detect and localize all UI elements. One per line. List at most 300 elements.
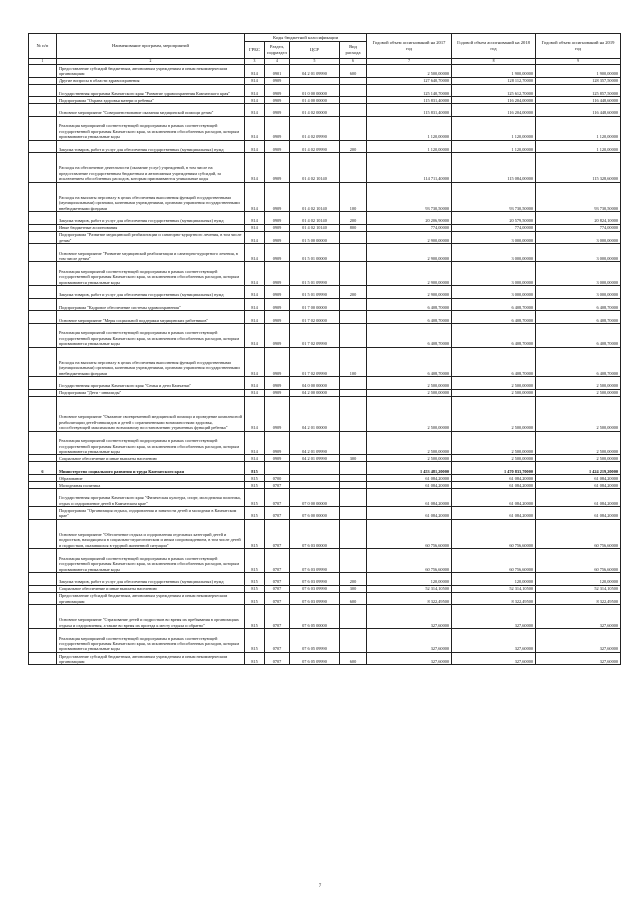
row-csr: 01 4 02 09990 [290,140,340,153]
row-amount-2019: 6 408,70000 [536,298,621,311]
row-amount-2017: 327,60000 [367,605,452,629]
row-section: 0707 [265,585,290,592]
row-amount-2019: 61 084,20000 [536,475,621,482]
row-amount-2019: 2 500,00000 [536,389,621,396]
row-section: 0909 [265,298,290,311]
row-section: 0707 [265,605,290,629]
table-row [29,224,621,231]
row-amount-2017: 2 500,00000 [367,431,452,455]
row-csr: 01 7 00 00000 [290,298,340,311]
row-vr [340,462,367,475]
row-csr: 04 0 00 00000 [290,377,340,390]
row-amount-2017: 2 900,00000 [367,286,452,299]
row-amount-2018: 774,00000 [452,224,536,231]
row-amount-2017: 61 084,20000 [367,507,452,520]
row-number [29,311,57,324]
row-vr [340,489,367,507]
header-index: 1 [29,59,57,65]
row-vr [340,231,367,244]
row-amount-2019: 327,60000 [536,605,621,629]
row-csr: 01 4 02 00000 [290,104,340,117]
row-name: Закупка товаров, работ и услуг для обеспечения государственных (муниципальных) нужд [57,140,245,153]
row-amount-2017: 6 408,70000 [367,323,452,347]
row-section: 0909 [265,116,290,140]
table-row [29,519,621,548]
row-amount-2018: 8 322,49500 [452,592,536,605]
row-section: 0909 [265,104,290,117]
row-amount-2017: 6 408,70000 [367,298,452,311]
row-csr: 07 6 03 09990 [290,549,340,573]
row-csr: 01 4 00 00000 [290,97,340,104]
table-row [29,182,621,211]
row-name: Закупка товаров, работ и услуг для обеспечения государственных (муниципальных) нужд [57,573,245,586]
row-grbs: 814 [245,389,265,396]
table-row [29,244,621,262]
row-name: Реализация мероприятий соответствующей подпрограммы в рамках соответствующей государственной программы Камчатского края, за исключением обособленных расходов, которым присваиваются уникальные коды [57,549,245,573]
row-vr [340,153,367,182]
page-number: 7 [318,884,322,889]
row-name: Реализация мероприятий соответствующей подпрограммы в рамках соответствующей государственной программы Камчатского края, за исключением обособленных расходов, которым присваиваются уникальные коды [57,262,245,286]
row-amount-2018: 1 900,00000 [452,65,536,78]
header-2018: Годовой объем ассигнований на 2018 год [452,34,536,59]
row-number [29,573,57,586]
row-amount-2018: 3 000,00000 [452,244,536,262]
row-csr: 07 6 05 09990 [290,629,340,653]
row-csr [290,482,340,489]
row-number [29,65,57,78]
table-row [29,104,621,117]
row-number [29,286,57,299]
table-row [29,455,621,462]
row-csr: 01 4 02 10140 [290,224,340,231]
row-grbs: 815 [245,605,265,629]
row-name: Подпрограмма "Кадровое обеспечение системы здравоохранения" [57,298,245,311]
header-name: Наименование программ, мероприятий [57,34,245,59]
row-section: 0909 [265,347,290,376]
row-name: Основное мероприятие "Страхование детей и подростков во время их пребывания в организациях отдыха и оздоровления, а также во время их проезда к месту отдыха и обратно" [57,605,245,629]
table-row [29,573,621,586]
row-number [29,489,57,507]
row-number [29,377,57,390]
row-number [29,211,57,224]
row-amount-2017: 2 500,00000 [367,396,452,431]
row-vr [340,507,367,520]
row-amount-2017: 93 730,50000 [367,182,452,211]
row-amount-2019: 327,60000 [536,652,621,665]
table-row [29,629,621,653]
row-section: 0909 [265,153,290,182]
row-grbs: 815 [245,462,265,475]
row-csr: 07 0 00 00000 [290,489,340,507]
row-section: 0909 [265,244,290,262]
row-number [29,244,57,262]
row-name: Основное мероприятие "Обеспечение отдыха и оздоровления отдельных категорий детей и подростков, находящихся в социально-педагогическом и иным сопровождением, в том числе детей и подростков, оказавшихся в трудной жизненной ситуации" [57,519,245,548]
row-vr: 200 [340,211,367,224]
row-amount-2019: 60 756,60000 [536,519,621,548]
header-index: 8 [452,59,536,65]
table-row [29,462,621,475]
row-number [29,592,57,605]
row-amount-2017: 774,00000 [367,224,452,231]
header-index: 7 [367,59,452,65]
row-csr: 07 6 03 00000 [290,519,340,548]
row-grbs: 815 [245,489,265,507]
row-number [29,116,57,140]
row-number [29,323,57,347]
row-number [29,104,57,117]
row-number [29,298,57,311]
row-amount-2018: 115 084,00000 [452,153,536,182]
row-amount-2017: 61 084,20000 [367,482,452,489]
row-csr: 01 4 02 09990 [290,116,340,140]
row-name: Молодежная политика [57,482,245,489]
row-csr [290,77,340,84]
header-2019: Годовой объем ассигнований на 2019 год [536,34,621,59]
row-number [29,431,57,455]
row-grbs: 814 [245,455,265,462]
row-number [29,153,57,182]
row-section: 0707 [265,519,290,548]
row-grbs: 814 [245,311,265,324]
row-amount-2017: 1 120,00000 [367,140,452,153]
table-row [29,431,621,455]
table-row [29,231,621,244]
row-amount-2018: 116 204,00000 [452,104,536,117]
row-name: Основное мероприятие "Развитие медицинской реабилитации и санаторно-курортного лечения, в том числе детям" [57,244,245,262]
row-vr [340,377,367,390]
row-amount-2018: 6 408,70000 [452,311,536,324]
row-vr [340,475,367,482]
row-grbs: 814 [245,231,265,244]
row-name: Подпрограмма "Охрана здоровья матери и ребенка" [57,97,245,104]
row-csr: 07 6 05 09990 [290,652,340,665]
row-name: Подпрограмма "Развитие медицинской реабилитации и санаторно-курортного лечения, в том числе детям" [57,231,245,244]
row-csr: 04 2 00 00000 [290,389,340,396]
row-section: 0707 [265,629,290,653]
row-section: 0707 [265,489,290,507]
row-amount-2017: 327,60000 [367,652,452,665]
row-amount-2018: 61 084,20000 [452,475,536,482]
row-number [29,77,57,84]
row-vr [340,104,367,117]
row-amount-2018: 116 204,00000 [452,97,536,104]
row-number [29,629,57,653]
row-grbs: 814 [245,97,265,104]
row-amount-2019: 52 314,10500 [536,585,621,592]
table-body [29,65,621,665]
row-number [29,97,57,104]
table-row [29,323,621,347]
row-grbs: 814 [245,396,265,431]
row-section: 0707 [265,549,290,573]
row-vr: 300 [340,455,367,462]
row-amount-2019: 93 730,50000 [536,182,621,211]
row-name: Государственная программа Камчатского края "Физическая культура, спорт, молодежная политика, отдых и оздоровление детей в Камчатском крае" [57,489,245,507]
row-amount-2019: 116 448,60000 [536,97,621,104]
row-amount-2017: 6 408,70000 [367,347,452,376]
row-grbs: 814 [245,140,265,153]
budget-table-page [28,33,620,665]
row-vr [340,549,367,573]
row-name: Расходы на выплаты персоналу в целях обеспечения выполнения функций государственными (муниципальными) органами, казенными учреждениями, органами управления государственными внебюджетными фондами [57,347,245,376]
row-amount-2018: 3 000,00000 [452,231,536,244]
row-amount-2019: 2 500,00000 [536,396,621,431]
row-amount-2018: 125 612,70000 [452,84,536,97]
row-amount-2019: 3 000,00000 [536,231,621,244]
row-vr [340,262,367,286]
row-number [29,224,57,231]
table-row [29,298,621,311]
row-name: Государственная программа Камчатского края "Развитие здравоохранения Камчатского края" [57,84,245,97]
row-amount-2017: 115 831,40000 [367,97,452,104]
row-csr: 01 7 02 09990 [290,347,340,376]
row-grbs: 815 [245,475,265,482]
row-vr [340,605,367,629]
row-section: 0909 [265,396,290,431]
row-amount-2017: 8 322,49500 [367,592,452,605]
row-vr: 200 [340,140,367,153]
row-section: 0707 [265,592,290,605]
row-csr: 01 4 02 10140 [290,211,340,224]
row-name: Предоставление субсидий бюджетным, автономным учреждениям и иным некоммерческим организациям [57,592,245,605]
row-grbs: 815 [245,629,265,653]
row-amount-2019: 61 084,20000 [536,507,621,520]
row-amount-2017: 120,00000 [367,573,452,586]
row-csr [290,462,340,475]
table-row [29,97,621,104]
row-vr: 300 [340,585,367,592]
row-amount-2017: 115 831,40000 [367,104,452,117]
header-csr: ЦСР [290,42,340,59]
row-csr: 01 4 02 10140 [290,153,340,182]
row-number: 6 [29,462,57,475]
table-row [29,262,621,286]
row-number [29,140,57,153]
row-vr [340,311,367,324]
table-row [29,140,621,153]
row-name: Предоставление субсидий бюджетным, автономным учреждениям и иным некоммерческим организациям [57,652,245,665]
table-row [29,77,621,84]
row-amount-2018: 6 408,70000 [452,298,536,311]
row-amount-2019: 3 000,00000 [536,262,621,286]
row-section: 0901 [265,65,290,78]
row-grbs: 814 [245,377,265,390]
table-row [29,153,621,182]
row-grbs: 815 [245,592,265,605]
row-grbs: 814 [245,211,265,224]
row-amount-2019: 3 000,00000 [536,286,621,299]
row-section: 0707 [265,482,290,489]
row-amount-2019: 2 500,00000 [536,431,621,455]
row-amount-2018: 6 408,70000 [452,347,536,376]
row-amount-2018: 61 084,20000 [452,507,536,520]
row-grbs: 814 [245,286,265,299]
row-vr [340,97,367,104]
header-index: 5 [290,59,340,65]
row-grbs: 814 [245,244,265,262]
header-index: 9 [536,59,621,65]
row-amount-2018: 93 730,50000 [452,182,536,211]
row-vr [340,519,367,548]
row-number [29,84,57,97]
row-vr [340,389,367,396]
row-vr [340,77,367,84]
row-grbs: 814 [245,182,265,211]
row-section: 0909 [265,262,290,286]
row-grbs: 814 [245,262,265,286]
row-amount-2019: 115 328,60000 [536,153,621,182]
row-amount-2019: 20 824,10000 [536,211,621,224]
row-section: 0909 [265,140,290,153]
row-amount-2018: 327,60000 [452,652,536,665]
row-grbs: 814 [245,298,265,311]
row-number [29,396,57,431]
row-vr: 600 [340,65,367,78]
row-amount-2019: 6 408,70000 [536,347,621,376]
row-vr: 100 [340,182,367,211]
row-number [29,182,57,211]
row-amount-2018: 2 500,00000 [452,389,536,396]
row-section: 0909 [265,77,290,84]
row-vr: 600 [340,652,367,665]
table-row [29,311,621,324]
row-csr [290,475,340,482]
row-amount-2018: 1 470 833,70000 [452,462,536,475]
row-name: Расходы на обеспечение деятельности (оказание услуг) учреждений, в том числе на предоставление государственным бюджетным и автономным учреждениям субсидий, за исключением обособленных расходов, которым присваиваются уникальные коды [57,153,245,182]
row-name: Иные бюджетные ассигнования [57,224,245,231]
row-csr: 01 7 02 09990 [290,323,340,347]
table-row [29,65,621,78]
row-amount-2018: 2 500,00000 [452,377,536,390]
row-name: Подпрограмма "Организация отдыха, оздоровления и занятости детей и молодежи в Камчатском крае" [57,507,245,520]
row-amount-2017: 2 900,00000 [367,262,452,286]
table-row [29,347,621,376]
row-section: 0909 [265,286,290,299]
row-grbs: 814 [245,431,265,455]
row-name: Реализация мероприятий соответствующей подпрограммы в рамках соответствующей государственной программы Камчатского края, за исключением обособленных расходов, которым присваиваются уникальные коды [57,431,245,455]
row-csr: 07 6 00 00000 [290,507,340,520]
row-amount-2019: 1 424 219,20000 [536,462,621,475]
row-amount-2018: 60 756,60000 [452,519,536,548]
table-row [29,489,621,507]
row-amount-2017: 2 500,00000 [367,455,452,462]
row-number [29,605,57,629]
row-grbs: 814 [245,116,265,140]
row-name: Основное мероприятие "Оказание своевременной медицинской помощи и проведение комплексной реабилитации детей-инвалидов и детей с ограниченными возможностями здоровья, способствующей максимально возможному восстановлению утраченных функций ребенка" [57,396,245,431]
table-row [29,652,621,665]
row-grbs: 814 [245,77,265,84]
row-amount-2017: 125 140,70000 [367,84,452,97]
table-row [29,389,621,396]
row-vr [340,482,367,489]
row-csr: 07 6 03 09990 [290,585,340,592]
table-header [29,34,621,65]
row-grbs: 815 [245,573,265,586]
row-name: Основное мероприятие "Меры социальной поддержки медицинских работников" [57,311,245,324]
row-number [29,549,57,573]
row-name: Предоставление субсидий бюджетным, автономным учреждениям и иным некоммерческим организациям [57,65,245,78]
row-vr: 100 [340,347,367,376]
row-amount-2019: 1 120,00000 [536,116,621,140]
row-vr [340,298,367,311]
row-vr: 600 [340,592,367,605]
row-name: Закупка товаров, работ и услуг для обеспечения государственных (муниципальных) нужд [57,211,245,224]
row-name: Реализация мероприятий соответствующей подпрограммы в рамках соответствующей государственной программы Камчатского края, за исключением обособленных расходов, которым присваиваются уникальные коды [57,629,245,653]
row-amount-2019: 125 857,50000 [536,84,621,97]
row-amount-2018: 120,00000 [452,573,536,586]
table-row [29,605,621,629]
row-number [29,231,57,244]
row-amount-2017: 2 500,00000 [367,377,452,390]
row-amount-2018: 327,60000 [452,605,536,629]
row-section: 0909 [265,389,290,396]
row-amount-2018: 327,60000 [452,629,536,653]
row-number [29,475,57,482]
row-csr: 07 6 03 09990 [290,573,340,586]
row-csr: 04 2 01 00000 [290,396,340,431]
row-amount-2018: 20 579,50000 [452,211,536,224]
row-amount-2017: 114 711,40000 [367,153,452,182]
row-number [29,519,57,548]
table-row [29,585,621,592]
header-2017: Годовой объем ассигнований на 2017 год [367,34,452,59]
row-amount-2019: 1 900,00000 [536,65,621,78]
row-amount-2019: 774,00000 [536,224,621,231]
row-amount-2019: 3 000,00000 [536,244,621,262]
row-number [29,652,57,665]
row-section: 0909 [265,377,290,390]
row-number [29,455,57,462]
header-num: № п/п [29,34,57,59]
row-name: Закупка товаров, работ и услуг для обеспечения государственных (муниципальных) нужд [57,286,245,299]
row-grbs: 814 [245,153,265,182]
row-number [29,389,57,396]
row-amount-2019: 6 408,70000 [536,311,621,324]
row-csr: 01 4 02 10140 [290,182,340,211]
row-grbs: 815 [245,482,265,489]
row-vr: 200 [340,573,367,586]
row-section: 0909 [265,97,290,104]
row-section: 0909 [265,323,290,347]
row-amount-2017: 6 408,70000 [367,311,452,324]
row-amount-2018: 3 000,00000 [452,286,536,299]
row-section: 0909 [265,311,290,324]
row-amount-2017: 60 756,60000 [367,549,452,573]
row-name: Социальное обеспечение и иные выплаты населению [57,585,245,592]
row-vr [340,396,367,431]
row-csr: 01 7 02 00000 [290,311,340,324]
header-index: 3 [245,59,265,65]
row-csr: 01 5 01 09990 [290,262,340,286]
row-section: 0700 [265,475,290,482]
row-amount-2017: 2 500,00000 [367,65,452,78]
row-number [29,482,57,489]
row-amount-2017: 2 500,00000 [367,389,452,396]
row-vr [340,244,367,262]
row-amount-2017: 1 453 481,20000 [367,462,452,475]
row-section: 0707 [265,573,290,586]
header-section: Раздел, подраздел [265,42,290,59]
row-name: Образование [57,475,245,482]
row-section: 0909 [265,431,290,455]
table-row [29,116,621,140]
row-amount-2018: 52 314,10500 [452,585,536,592]
row-vr [340,431,367,455]
row-grbs: 815 [245,652,265,665]
row-csr: 01 0 00 00000 [290,84,340,97]
row-csr: 07 6 05 00000 [290,605,340,629]
row-vr [340,116,367,140]
